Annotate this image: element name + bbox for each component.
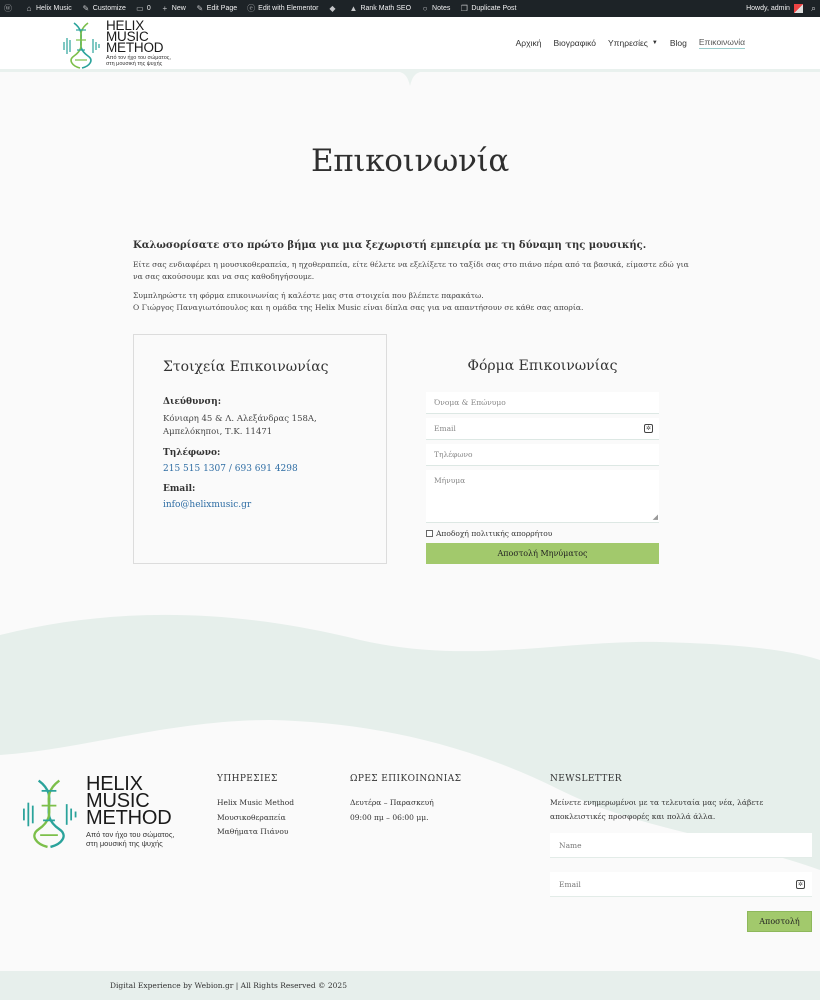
message-field[interactable]: Μήνυμα ◢ bbox=[426, 470, 659, 523]
newsletter-name-field[interactable]: Name bbox=[550, 833, 812, 858]
duplicate-post-link[interactable]: ❐ Duplicate Post bbox=[460, 3, 517, 13]
plus-icon: + bbox=[162, 3, 168, 13]
copyright-bar bbox=[0, 971, 820, 1000]
nav-services[interactable]: Υπηρεσίες ▼ bbox=[608, 38, 658, 48]
comments-link[interactable]: ▭ 0 bbox=[136, 3, 151, 13]
site-header bbox=[0, 17, 820, 72]
edit-elementor-link[interactable]: ⓔ Edit with Elementor bbox=[247, 3, 319, 13]
brush-icon: ✎ bbox=[82, 3, 90, 13]
new-content-link[interactable]: + New bbox=[162, 3, 186, 13]
footer-hours bbox=[350, 774, 461, 825]
send-message-button[interactable]: Αποστολή Μηνύματος bbox=[426, 543, 659, 564]
logo-line-2: MUSIC bbox=[106, 29, 149, 44]
contact-details-card bbox=[133, 334, 387, 564]
logo-wordmark bbox=[106, 20, 171, 67]
intro-paragraph-1: Είτε σας ενδιαφέρει η μουσικοθεραπεία, η ηχοθεραπεία, είτε θέλετε να εξελίξετε το ταξίδι σας στο πιάνο πέρα από τα βασικά, είμαστε εδώ για να σας ακούσουμε και να σας καθοδηγήσουμε. bbox=[133, 260, 689, 281]
chart-icon: ▲ bbox=[349, 3, 358, 13]
rankmath-link[interactable]: ▲ Rank Math SEO bbox=[349, 3, 412, 13]
edit-page-link[interactable]: ✎ Edit Page bbox=[196, 3, 238, 13]
phone-label: Τηλέφωνο: bbox=[163, 448, 221, 458]
site-name-link[interactable]: ⌂ Helix Music bbox=[26, 3, 72, 13]
footer-logo-wordmark: HELIX MUSIC METHOD Από τον ήχο του σώματος, στη μουσική της ψυχής bbox=[86, 773, 175, 848]
newsletter-title: NEWSLETTER bbox=[550, 774, 622, 784]
chevron-down-icon: ▼ bbox=[651, 40, 658, 46]
phone-link[interactable]: 215 515 1307 / 693 691 4298 bbox=[163, 464, 298, 474]
footer-link-piano-lessons[interactable]: Μαθήματα Πιάνου bbox=[217, 827, 289, 836]
page-title: Επικοινωνία bbox=[310, 143, 510, 179]
resize-handle-icon[interactable]: ◢ bbox=[652, 513, 658, 521]
dna-logo-icon bbox=[60, 20, 102, 70]
main-nav bbox=[504, 37, 745, 49]
intro-paragraph-3: Ο Γιώργος Παναγιωτόπουλος και η ομάδα της Helix Music είναι δίπλα σας για να απαντήσουν σε κάθε σας απορία. bbox=[133, 303, 584, 312]
diamond-icon: ◆ bbox=[329, 3, 336, 13]
logo-tagline-2: στη μουσική της ψυχής bbox=[106, 61, 163, 67]
logo-tagline-1: Από τον ήχο του σώματος, bbox=[106, 55, 171, 61]
footer-services-title: ΥΠΗΡΕΣΙΕΣ bbox=[217, 774, 278, 784]
footer-dna-logo-icon bbox=[18, 776, 80, 850]
admin-bar bbox=[0, 0, 820, 17]
wordpress-menu[interactable] bbox=[4, 5, 15, 13]
footer-hours-title: ΩΡΕΣ ΕΠΙΚΟΙΝΩΝΙΑΣ bbox=[350, 774, 462, 784]
privacy-consent[interactable]: Αποδοχή πολιτικής απορρήτου bbox=[426, 529, 659, 538]
header-notch bbox=[400, 72, 420, 86]
name-field[interactable]: Όνομα & Επώνυμο bbox=[426, 392, 659, 414]
note-icon: ○ bbox=[422, 3, 428, 13]
logo-line-1: HELIX bbox=[106, 18, 145, 33]
intro-heading: Καλωσορίσατε στο πρώτο βήμα για μια ξεχωριστή εμπειρία με τη δύναμη της μουσικής. bbox=[133, 240, 647, 251]
email-label: Email: bbox=[163, 484, 196, 494]
comment-icon: ▭ bbox=[136, 3, 144, 13]
search-icon[interactable]: ⌕ bbox=[810, 3, 816, 13]
autofill-icon[interactable]: ✲ bbox=[645, 425, 652, 432]
notes-link[interactable]: ○ Notes bbox=[422, 3, 451, 13]
nav-home[interactable]: Αρχική bbox=[515, 38, 542, 48]
hours-time: 09:00 πμ – 06:00 μμ. bbox=[350, 812, 429, 822]
address-label: Διεύθυνση: bbox=[163, 397, 222, 407]
elementor-icon: ⓔ bbox=[247, 3, 256, 13]
contact-form bbox=[426, 358, 659, 564]
pencil-icon: ✎ bbox=[196, 3, 204, 13]
footer-link-music-therapy[interactable]: Μουσικοθεραπεία bbox=[217, 812, 286, 822]
email-field[interactable]: Email ✲ bbox=[426, 418, 659, 440]
duplicate-icon: ❐ bbox=[460, 3, 468, 13]
site-logo[interactable] bbox=[60, 20, 171, 70]
privacy-checkbox[interactable] bbox=[426, 530, 433, 537]
contact-details-title: Στοιχεία Επικοινωνίας bbox=[163, 359, 329, 375]
newsletter-submit-button[interactable]: Αποστολή bbox=[747, 911, 812, 932]
logo-line-3: METHOD bbox=[106, 40, 164, 55]
wordpress-icon: ⓦ bbox=[4, 3, 12, 13]
footer-newsletter bbox=[550, 774, 812, 897]
newsletter-text: Μείνετε ενημερωμένοι με τα τελευταία μας νέα, λάβετε αποκλειστικές προσφορές και πολλά άλλα. bbox=[550, 798, 764, 821]
newsletter-autofill-icon[interactable]: ✲ bbox=[797, 881, 804, 888]
nav-blog[interactable]: Blog bbox=[669, 38, 687, 48]
footer-services bbox=[217, 774, 294, 840]
copyright-text: Digital Experience by Webion.gr | All Rights Reserved © 2025 bbox=[110, 981, 347, 990]
avatar[interactable] bbox=[794, 4, 803, 13]
nav-bio[interactable]: Βιογραφικό bbox=[553, 38, 596, 48]
home-icon: ⌂ bbox=[26, 3, 32, 13]
address-text: Κόνιαρη 45 & Λ. Αλεξάνδρας 158Α, Αμπελόκηποι, Τ.Κ. 11471 bbox=[163, 414, 317, 437]
howdy-user[interactable]: Howdy, admin bbox=[746, 5, 790, 12]
footer-logo[interactable] bbox=[18, 773, 175, 850]
phone-field[interactable]: Τηλέφωνο bbox=[426, 444, 659, 466]
contact-form-title: Φόρμα Επικοινωνίας bbox=[467, 358, 618, 374]
customize-link[interactable]: ✎ Customize bbox=[82, 3, 126, 13]
footer-link-helix-method[interactable]: Helix Music Method bbox=[217, 798, 295, 807]
email-link[interactable]: info@helixmusic.gr bbox=[163, 500, 252, 510]
intro-paragraph-2: Συμπληρώστε τη φόρμα επικοινωνίας ή καλέστε μας στα στοιχεία που βλέπετε παρακάτω. bbox=[133, 291, 484, 300]
nav-contact[interactable]: Επικοινωνία bbox=[698, 37, 745, 47]
intro-section bbox=[133, 240, 693, 321]
hours-days: Δευτέρα – Παρασκευή bbox=[350, 798, 434, 807]
newsletter-email-field[interactable]: Email ✲ bbox=[550, 872, 812, 897]
diamond-menu[interactable] bbox=[328, 5, 339, 13]
